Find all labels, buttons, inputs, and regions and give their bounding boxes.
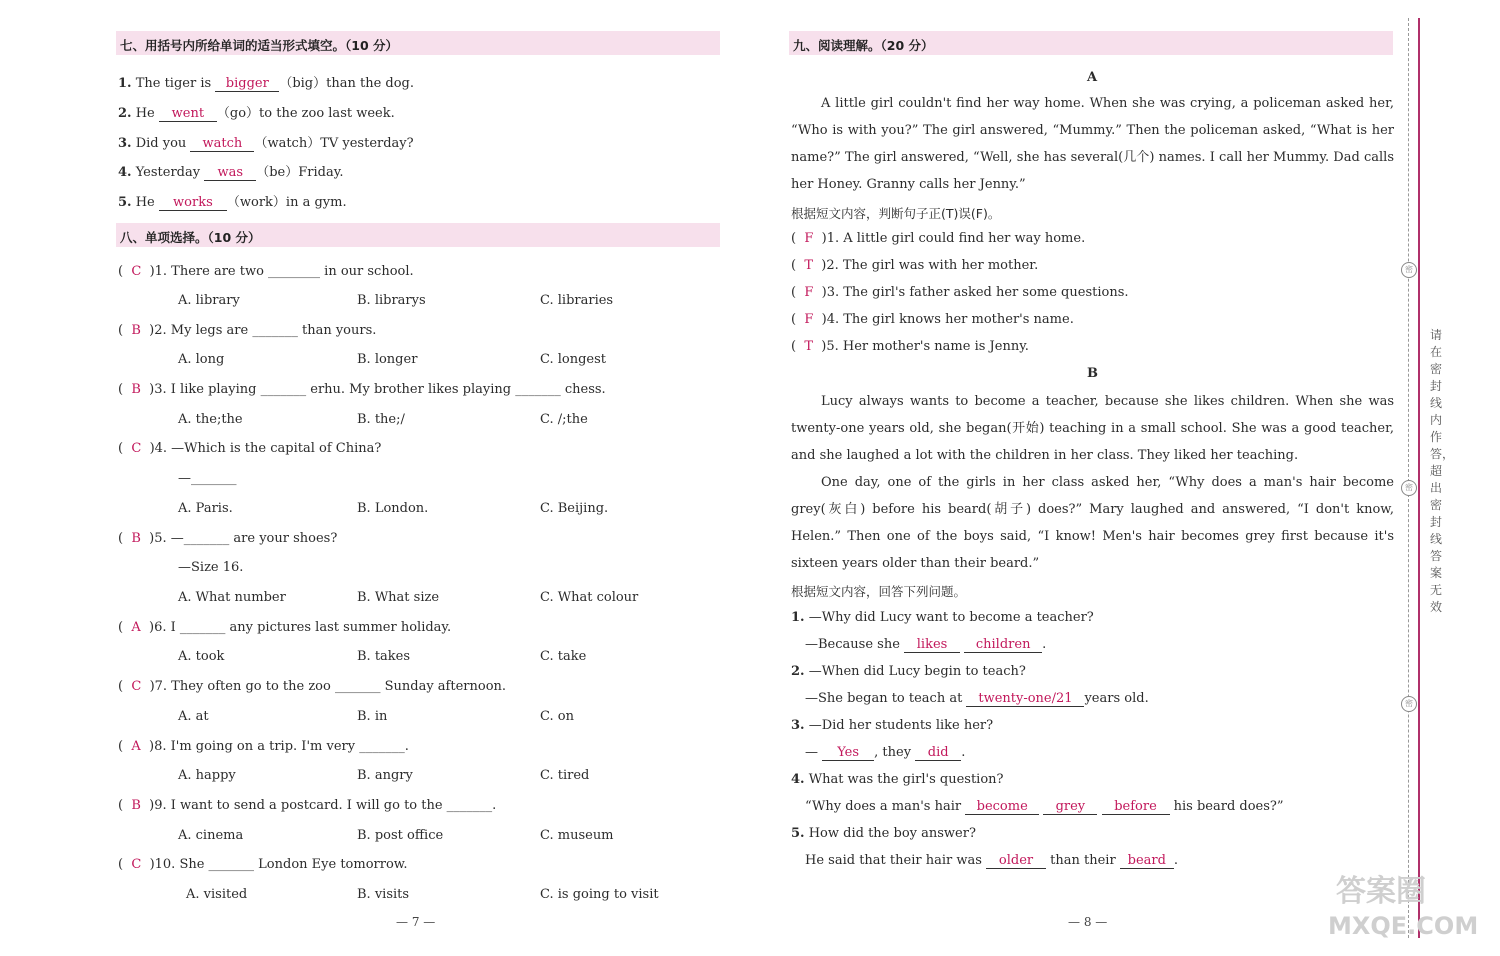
part-a-instruction: 根据短文内容，判断句子正(T)误(F)。 bbox=[791, 206, 1001, 221]
option-a: A. What number bbox=[178, 590, 286, 605]
tf-statement: )3. The girl's father asked her some questions. bbox=[821, 285, 1129, 300]
page-number-left: — 7 — bbox=[396, 915, 436, 929]
qa-answer-text: , they bbox=[874, 745, 912, 760]
answer-blank: older bbox=[986, 853, 1046, 869]
option-c: C. tired bbox=[540, 768, 590, 783]
option-a: A. Paris. bbox=[178, 501, 233, 516]
option-b: B. librarys bbox=[357, 293, 426, 308]
item-text: （be）Friday. bbox=[256, 165, 344, 180]
fill-item-3 bbox=[118, 132, 414, 152]
tf-answer: T bbox=[804, 258, 814, 273]
tf-item-3: ( F )3. The girl's father asked her some questions. bbox=[791, 285, 1129, 300]
mcq-response-line: —_______ bbox=[178, 471, 237, 486]
fill-item-1 bbox=[118, 72, 414, 92]
qa-question-2 bbox=[791, 664, 1026, 679]
item-text: Yesterday bbox=[135, 165, 201, 180]
option-b: B. What size bbox=[357, 590, 440, 605]
item-text: （watch）TV yesterday? bbox=[254, 136, 414, 151]
tf-answer: F bbox=[804, 312, 814, 327]
item-number: 5. bbox=[118, 195, 132, 210]
passage-b-paragraph-2: One day, one of the girls in her class asked her, “Why does a man's hair become grey(灰白) before his beard(胡子) does?” Mary laughed and answered, “I don't know, Helen.” Then one of the boys said, “I know! Men's hair becomes grey first because it's sixteen years older than their beard.” bbox=[791, 475, 1394, 571]
option-a: A. at bbox=[178, 709, 209, 724]
mcq-answer: B bbox=[131, 531, 141, 546]
qa-answer-text: years old. bbox=[1084, 691, 1149, 706]
page-number-right: — 8 — bbox=[1068, 915, 1108, 929]
qa-question-text: —Why did Lucy want to become a teacher? bbox=[808, 610, 1094, 625]
option-b: B. the;/ bbox=[357, 412, 405, 427]
qa-question-1 bbox=[791, 610, 1094, 625]
option-c: C. museum bbox=[540, 828, 614, 843]
answer-blank: twenty-one/21 bbox=[966, 691, 1084, 707]
seal-dotted-line bbox=[1408, 18, 1409, 938]
qa-number: 1. bbox=[791, 610, 805, 625]
mcq-question-9: ( B )9. I want to send a postcard. I will go to the _______. bbox=[118, 798, 497, 813]
passage-a-text: A little girl couldn't find her way home. When she was crying, a policeman asked her, “Who is with you?” The girl answered, “Mummy.” Then the policeman asked, “What is her name?” The girl answered, “Well, she has several(几个) names. I call her Mummy. Dad calls her Honey. Granny calls her Jenny.” bbox=[791, 96, 1394, 192]
qa-question-text: How did the boy answer? bbox=[808, 826, 976, 841]
answer-blank: before bbox=[1102, 799, 1170, 815]
section8-title: 八、单项选择。（10 分） bbox=[120, 230, 261, 245]
seal-mark: 密 bbox=[1401, 696, 1417, 712]
tf-item-5: ( T )5. Her mother's name is Jenny. bbox=[791, 339, 1029, 354]
qa-question-3 bbox=[791, 718, 993, 733]
qa-question-text: —Did her students like her? bbox=[808, 718, 994, 733]
item-text: （big）than the dog. bbox=[279, 76, 414, 91]
tf-item-4: ( F )4. The girl knows her mother's name. bbox=[791, 312, 1074, 327]
item-text: The tiger is bbox=[135, 76, 212, 91]
mcq-answer: B bbox=[131, 323, 141, 338]
part-a-heading: A bbox=[1087, 70, 1098, 85]
tf-statement: )4. The girl knows her mother's name. bbox=[821, 312, 1074, 327]
mcq-question-8: ( A )8. I'm going on a trip. I'm very _______. bbox=[118, 739, 409, 754]
qa-number: 5. bbox=[791, 826, 805, 841]
answer-blank: watch bbox=[190, 136, 254, 152]
answer-blank: was bbox=[204, 165, 256, 181]
item-text: Did you bbox=[135, 136, 187, 151]
option-a: A. happy bbox=[178, 768, 236, 783]
qa-answer-2 bbox=[805, 691, 1149, 707]
option-c: C. Beijing. bbox=[540, 501, 609, 516]
qa-answer-text: —Because she bbox=[805, 637, 900, 652]
tf-answer: F bbox=[804, 231, 814, 246]
answer-blank: bigger bbox=[215, 76, 279, 92]
option-c: C. longest bbox=[540, 352, 607, 367]
mcq-answer: B bbox=[131, 798, 141, 813]
option-c: C. libraries bbox=[540, 293, 614, 308]
mcq-question-6: ( A )6. I _______ any pictures last summer holiday. bbox=[118, 620, 452, 635]
qa-question-text: —When did Lucy begin to teach? bbox=[808, 664, 1026, 679]
option-a: A. took bbox=[178, 649, 225, 664]
qa-answer-5 bbox=[805, 853, 1178, 869]
mcq-stem: )1. There are two ________ in our school. bbox=[149, 264, 414, 279]
answer-blank: likes bbox=[904, 637, 960, 653]
mcq-question-10: ( C )10. She _______ London Eye tomorrow. bbox=[118, 857, 408, 872]
tf-item-1: ( F )1. A little girl could find her way home. bbox=[791, 231, 1086, 246]
mcq-answer: C bbox=[131, 441, 142, 456]
option-a: A. cinema bbox=[178, 828, 244, 843]
option-a: A. long bbox=[178, 352, 225, 367]
item-text: （work）in a gym. bbox=[226, 195, 347, 210]
section7-title: 七、用括号内所给单词的适当形式填空。（10 分） bbox=[120, 38, 398, 53]
item-text: He bbox=[135, 106, 155, 121]
mcq-stem: )3. I like playing _______ erhu. My brother likes playing _______ chess. bbox=[149, 382, 606, 397]
answer-blank: grey bbox=[1043, 799, 1097, 815]
mcq-question-2: ( B )2. My legs are _______ than yours. bbox=[118, 323, 377, 338]
section7-header bbox=[116, 31, 720, 55]
mcq-question-7: ( C )7. They often go to the zoo _______ Sunday afternoon. bbox=[118, 679, 507, 694]
tf-statement: )5. Her mother's name is Jenny. bbox=[821, 339, 1029, 354]
option-b: B. longer bbox=[357, 352, 418, 367]
answer-blank: beard bbox=[1120, 853, 1174, 869]
tf-answer: F bbox=[804, 285, 814, 300]
answer-blank: children bbox=[964, 637, 1042, 653]
option-b: B. angry bbox=[357, 768, 413, 783]
answer-blank: become bbox=[965, 799, 1039, 815]
option-a: A. visited bbox=[186, 887, 248, 902]
qa-answer-1 bbox=[805, 637, 1046, 653]
mcq-response-line: —Size 16. bbox=[178, 560, 244, 575]
tf-answer: T bbox=[804, 339, 814, 354]
passage-a bbox=[791, 90, 1394, 200]
mcq-stem: )2. My legs are _______ than yours. bbox=[149, 323, 377, 338]
answer-blank: Yes bbox=[822, 745, 874, 761]
answer-blank: did bbox=[915, 745, 961, 761]
item-text: He bbox=[135, 195, 155, 210]
section9-title: 九、阅读理解。（20 分） bbox=[793, 38, 934, 53]
option-b: B. London. bbox=[357, 501, 429, 516]
tf-statement: )2. The girl was with her mother. bbox=[821, 258, 1039, 273]
seal-line-notice: 请在密封线内作答，超出密封线答案无效 bbox=[1430, 328, 1455, 614]
qa-answer-text: . bbox=[961, 745, 966, 760]
option-c: C. What colour bbox=[540, 590, 639, 605]
mcq-answer: C bbox=[131, 857, 142, 872]
fill-item-2 bbox=[118, 102, 395, 122]
mcq-question-5: ( B )5. —_______ are your shoes? bbox=[118, 531, 338, 546]
qa-question-text: What was the girl's question? bbox=[808, 772, 1004, 787]
fill-item-4 bbox=[118, 161, 343, 181]
mcq-question-1: ( C )1. There are two ________ in our school. bbox=[118, 264, 414, 279]
mcq-answer: C bbox=[131, 679, 142, 694]
watermark-url: MXQE.COM bbox=[1328, 912, 1479, 940]
option-b: B. visits bbox=[357, 887, 410, 902]
item-number: 1. bbox=[118, 76, 132, 91]
item-number: 4. bbox=[118, 165, 132, 180]
qa-answer-text: his beard does?” bbox=[1173, 799, 1284, 814]
section8-header bbox=[116, 223, 720, 247]
item-number: 2. bbox=[118, 106, 132, 121]
fill-item-5 bbox=[118, 191, 347, 211]
mcq-stem: )5. —_______ are your shoes? bbox=[149, 531, 338, 546]
option-c: C. /;the bbox=[540, 412, 588, 427]
seal-mark: 密 bbox=[1401, 262, 1417, 278]
option-c: C. on bbox=[540, 709, 574, 724]
mcq-stem: )6. I _______ any pictures last summer holiday. bbox=[149, 620, 452, 635]
answer-blank: went bbox=[159, 106, 217, 122]
option-b: B. takes bbox=[357, 649, 411, 664]
qa-answer-text: than their bbox=[1050, 853, 1116, 868]
qa-answer-text: “Why does a man's hair bbox=[805, 799, 962, 814]
section9-header bbox=[789, 31, 1393, 55]
mcq-stem: )7. They often go to the zoo _______ Sunday afternoon. bbox=[149, 679, 507, 694]
qa-question-5 bbox=[791, 826, 976, 841]
qa-number: 3. bbox=[791, 718, 805, 733]
option-c: C. take bbox=[540, 649, 587, 664]
seal-solid-line bbox=[1418, 18, 1420, 938]
qa-number: 2. bbox=[791, 664, 805, 679]
option-c: C. is going to visit bbox=[540, 887, 659, 902]
part-b-instruction: 根据短文内容，回答下列问题。 bbox=[791, 584, 967, 599]
seal-mark: 密 bbox=[1401, 480, 1417, 496]
qa-answer-4 bbox=[805, 799, 1284, 815]
qa-answer-text: He said that their hair was bbox=[805, 853, 982, 868]
mcq-stem: )8. I'm going on a trip. I'm very _______. bbox=[149, 739, 409, 754]
qa-answer-text: . bbox=[1173, 853, 1178, 868]
qa-answer-text: — bbox=[805, 745, 818, 760]
qa-question-4 bbox=[791, 772, 1004, 787]
passage-b-paragraph-1: Lucy always wants to become a teacher, because she likes children. When she was twenty-one years old, she began(开始) teaching in a small school. She was a good teacher, and she laughed a lot with the children in her class. They liked her teaching. bbox=[791, 394, 1394, 463]
mcq-stem: )4. —Which is the capital of China? bbox=[149, 441, 382, 456]
mcq-question-4: ( C )4. —Which is the capital of China? bbox=[118, 441, 382, 456]
answer-blank: works bbox=[159, 195, 227, 211]
mcq-answer: B bbox=[131, 382, 141, 397]
qa-answer-text: . bbox=[1042, 637, 1047, 652]
mcq-answer: A bbox=[131, 620, 141, 635]
option-a: A. the;the bbox=[178, 412, 243, 427]
watermark-logo: 答案圈 bbox=[1336, 874, 1426, 909]
qa-answer-text: —She began to teach at bbox=[805, 691, 963, 706]
tf-item-2: ( T )2. The girl was with her mother. bbox=[791, 258, 1039, 273]
part-b-heading: B bbox=[1087, 366, 1098, 381]
option-b: B. in bbox=[357, 709, 388, 724]
mcq-stem: )9. I want to send a postcard. I will go to the _______. bbox=[149, 798, 497, 813]
mcq-answer: A bbox=[131, 739, 141, 754]
option-b: B. post office bbox=[357, 828, 444, 843]
mcq-answer: C bbox=[131, 264, 142, 279]
qa-answer-3 bbox=[805, 745, 965, 761]
qa-number: 4. bbox=[791, 772, 805, 787]
item-number: 3. bbox=[118, 136, 132, 151]
mcq-question-3: ( B )3. I like playing _______ erhu. My brother likes playing _______ chess. bbox=[118, 382, 606, 397]
mcq-stem: )10. She _______ London Eye tomorrow. bbox=[149, 857, 408, 872]
option-a: A. library bbox=[178, 293, 240, 308]
tf-statement: )1. A little girl could find her way home. bbox=[821, 231, 1086, 246]
passage-b bbox=[791, 388, 1394, 577]
item-text: （go）to the zoo last week. bbox=[216, 106, 395, 121]
